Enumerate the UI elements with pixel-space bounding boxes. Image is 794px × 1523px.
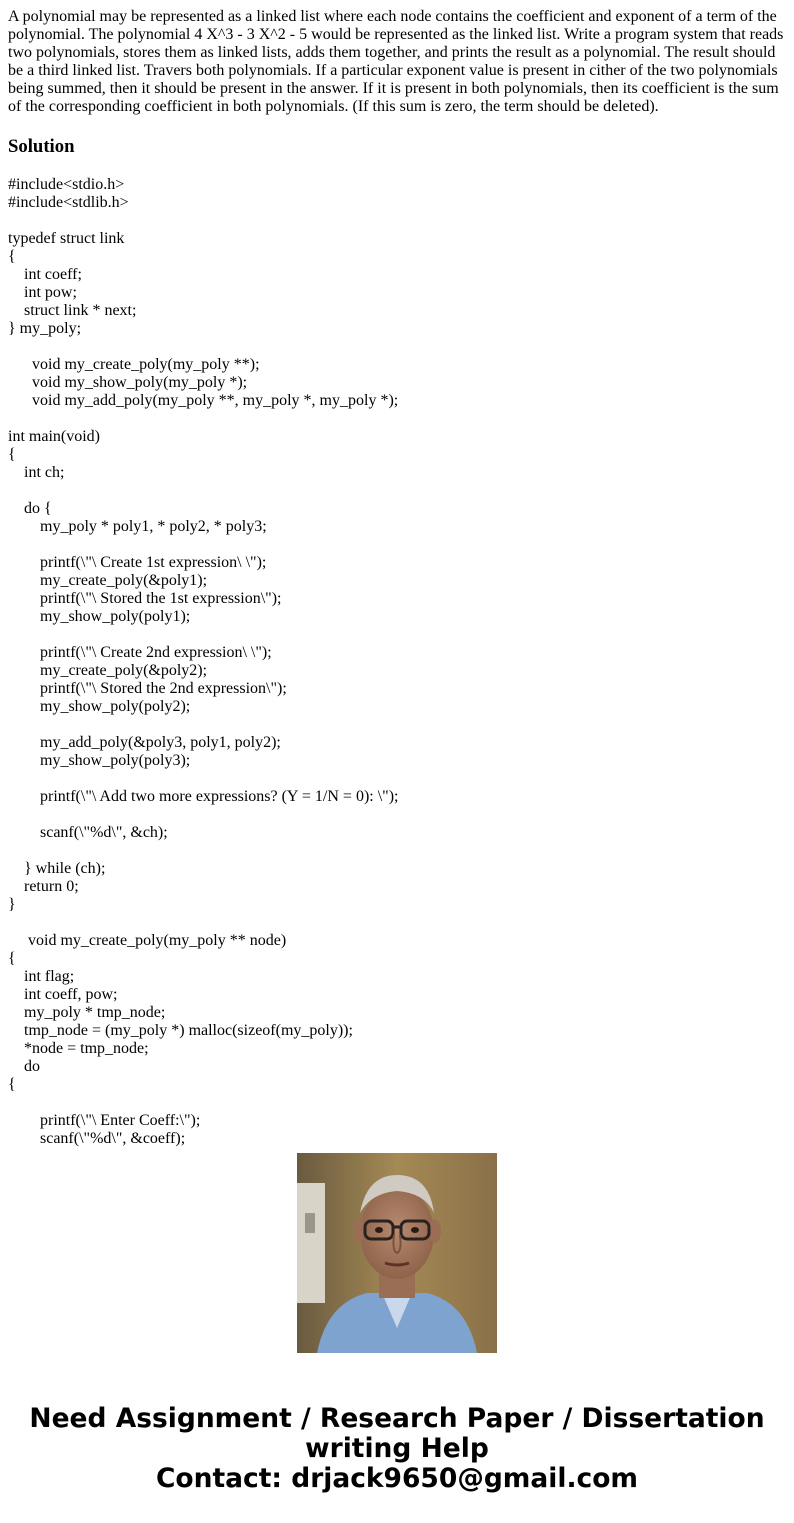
code-line: } bbox=[8, 896, 16, 913]
code-line: scanf(\"%d\", &ch); bbox=[8, 824, 168, 841]
code-line: tmp_node = (my_poly *) malloc(sizeof(my_poly)); bbox=[8, 1022, 353, 1039]
code-line bbox=[8, 842, 786, 860]
promo-footer bbox=[0, 1404, 794, 1494]
code-line: *node = tmp_node; bbox=[8, 1040, 149, 1057]
code-line: do bbox=[8, 1058, 40, 1075]
code-line bbox=[8, 914, 786, 932]
code-line: { bbox=[8, 1076, 16, 1093]
code-line: int flag; bbox=[8, 968, 75, 985]
code-line bbox=[8, 338, 786, 356]
code-line: scanf(\"%d\", &coeff); bbox=[8, 1130, 186, 1147]
code-line: printf(\"\ Create 2nd expression\ \"); bbox=[8, 644, 272, 661]
code-line bbox=[8, 626, 786, 644]
code-line: my_poly * poly1, * poly2, * poly3; bbox=[8, 518, 267, 535]
code-line: } while (ch); bbox=[8, 860, 106, 877]
code-line: printf(\"\ Stored the 2nd expression\"); bbox=[8, 680, 287, 697]
question-text: A polynomial may be represented as a linked list where each node contains the coefficient and exponent of a term of the polynomial. The polynomial 4 X^3 - 3 X^2 - 5 would be represented as the linked list. Write a program system that reads two polynomials, stores them as linked lists, adds them together, and prints the result as a polynomial. The result should be a third linked list. Travers both polynomials. If a particular exponent value is present in cither of the two polynomials being summed, then it should be present in the answer. If it is present in both polynomials, then its coefficient is the sum of the corresponding coefficient in both polynomials. (If this sum is zero, the term should be deleted). bbox=[8, 8, 784, 115]
code-line bbox=[8, 716, 786, 734]
code-line: } my_poly; bbox=[8, 320, 82, 337]
code-line: printf(\"\ Create 1st expression\ \"); bbox=[8, 554, 267, 571]
code-line: my_create_poly(&poly2); bbox=[8, 662, 208, 679]
code-line: my_add_poly(&poly3, poly1, poly2); bbox=[8, 734, 281, 751]
author-avatar bbox=[297, 1153, 497, 1353]
promo-line-1: Need Assignment / Research Paper / Dissertation bbox=[29, 1403, 765, 1434]
code-line: struct link * next; bbox=[8, 302, 137, 319]
code-line: printf(\"\ Stored the 1st expression\"); bbox=[8, 590, 282, 607]
solution-heading: Solution bbox=[8, 136, 75, 157]
code-line: void my_add_poly(my_poly **, my_poly *, my_poly *); bbox=[8, 392, 399, 409]
code-line: #include<stdlib.h> bbox=[8, 194, 129, 211]
code-line: my_show_poly(poly1); bbox=[8, 608, 191, 625]
avatar-photo bbox=[297, 1153, 497, 1353]
code-line: #include<stdio.h> bbox=[8, 176, 125, 193]
code-line: int main(void) bbox=[8, 428, 100, 445]
code-line: return 0; bbox=[8, 878, 79, 895]
code-line: void my_show_poly(my_poly *); bbox=[8, 374, 248, 391]
code-line: { bbox=[8, 248, 16, 265]
code-line: int coeff; bbox=[8, 266, 82, 283]
code-block bbox=[8, 176, 786, 1148]
code-line bbox=[8, 482, 786, 500]
code-line: void my_create_poly(my_poly **); bbox=[8, 356, 260, 373]
code-line: printf(\"\ Add two more expressions? (Y = 1/N = 0): \"); bbox=[8, 788, 399, 805]
code-line: my_poly * tmp_node; bbox=[8, 1004, 166, 1021]
code-line bbox=[8, 806, 786, 824]
promo-contact-line: Contact: drjack9650@gmail.com bbox=[155, 1463, 639, 1494]
code-line bbox=[8, 1094, 786, 1112]
code-line bbox=[8, 212, 786, 230]
code-line: int ch; bbox=[8, 464, 65, 481]
code-line: { bbox=[8, 950, 16, 967]
code-line: my_show_poly(poly2); bbox=[8, 698, 191, 715]
promo-line-2: writing Help bbox=[305, 1433, 489, 1464]
document-content bbox=[8, 8, 786, 1147]
code-line bbox=[8, 770, 786, 788]
code-line: void my_create_poly(my_poly ** node) bbox=[8, 932, 287, 949]
code-line: my_show_poly(poly3); bbox=[8, 752, 191, 769]
code-line: printf(\"\ Enter Coeff:\"); bbox=[8, 1112, 201, 1129]
code-line: int pow; bbox=[8, 284, 77, 301]
code-line bbox=[8, 536, 786, 554]
code-line: int coeff, pow; bbox=[8, 986, 118, 1003]
code-line: do { bbox=[8, 500, 52, 517]
code-line: { bbox=[8, 446, 16, 463]
code-line: my_create_poly(&poly1); bbox=[8, 572, 208, 589]
code-line bbox=[8, 410, 786, 428]
code-line: typedef struct link bbox=[8, 230, 125, 247]
